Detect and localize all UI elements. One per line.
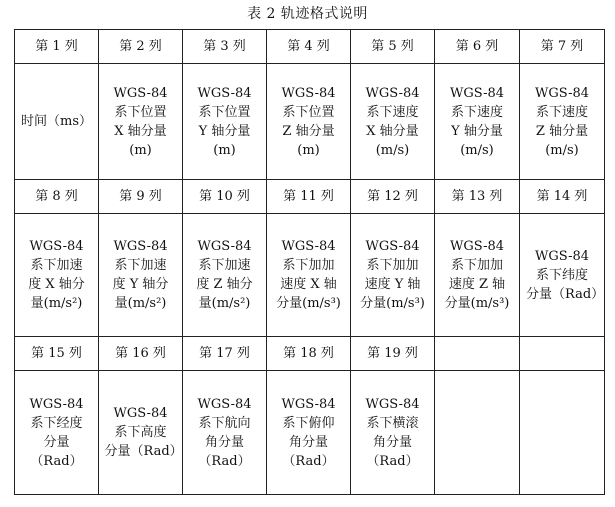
column-header-row: [15, 30, 605, 64]
column-description-text: WGS-84 系下位置 X 轴分量 (m): [113, 85, 168, 158]
column-number-cell: [99, 336, 183, 370]
column-number-label: 第 2 列: [119, 39, 162, 55]
column-number-cell: [267, 30, 351, 64]
column-number-cell: [183, 30, 267, 64]
column-description-text: WGS-84 系下加速 度 Z 轴分 量(m/s²): [196, 239, 253, 312]
column-description-text: WGS-84 系下航向 角分量 （Rad）: [197, 396, 252, 469]
column-description-text: WGS-84 系下速度 Z 轴分量 (m/s): [534, 85, 590, 158]
column-number-cell: [351, 179, 435, 213]
description-row: [15, 64, 605, 179]
column-description-text: WGS-84 系下高度 分量（Rad）: [104, 406, 183, 460]
column-description-cell: [15, 214, 99, 337]
column-description-text: WGS-84 系下加加 速度 X 轴 分量(m/s³): [276, 239, 341, 312]
column-description-cell: [267, 371, 351, 495]
column-description-text: WGS-84 系下经度 分量 （Rad）: [29, 396, 84, 469]
column-description-text: WGS-84 系下速度 Y 轴分量 (m/s): [449, 85, 505, 158]
column-description-cell: [267, 214, 351, 337]
column-description-text: WGS-84 系下横滚 角分量 （Rad）: [365, 396, 420, 469]
column-description-cell: [520, 214, 605, 337]
column-number-label: 第 17 列: [199, 346, 250, 362]
column-number-label: 第 13 列: [451, 189, 503, 205]
column-number-label: 第 15 列: [31, 346, 82, 362]
column-number-label: 第 4 列: [287, 39, 330, 55]
trajectory-format-table: [14, 29, 605, 495]
column-number-label: 第 10 列: [199, 189, 250, 205]
column-number-cell: [15, 30, 99, 64]
column-number-label: 第 18 列: [283, 346, 334, 362]
column-description-text: WGS-84 系下加加 速度 Z 轴 分量(m/s³): [444, 239, 510, 312]
column-number-label: 第 12 列: [367, 189, 418, 205]
column-number-cell: [435, 30, 520, 64]
column-description-cell: [183, 64, 267, 179]
column-description-cell: [15, 64, 99, 179]
column-description-cell: [99, 64, 183, 179]
column-description-text: WGS-84 系下俯仰 角分量 （Rad）: [281, 396, 336, 469]
column-number-label: 第 5 列: [371, 39, 414, 55]
column-number-cell: [99, 179, 183, 213]
column-number-cell: [15, 179, 99, 213]
column-description-cell: [183, 371, 267, 495]
column-description-text: WGS-84 系下位置 Y 轴分量 (m): [197, 85, 252, 158]
column-number-label: 第 7 列: [540, 39, 584, 55]
column-description-text: WGS-84 系下位置 Z 轴分量 (m): [281, 85, 336, 158]
column-number-label: 第 3 列: [203, 39, 246, 55]
column-header-row: [15, 179, 605, 213]
column-number-label: 第 8 列: [35, 189, 78, 205]
column-description-text: 时间（ms）: [21, 114, 92, 130]
column-description-cell: [267, 64, 351, 179]
column-description-cell: [520, 371, 605, 495]
column-number-cell: [15, 336, 99, 370]
column-number-cell: [267, 336, 351, 370]
column-description-cell: [351, 64, 435, 179]
column-description-cell: [435, 371, 520, 495]
column-number-label: 第 19 列: [367, 346, 418, 362]
column-number-cell: [520, 336, 605, 370]
column-description-cell: [15, 371, 99, 495]
description-row: [15, 371, 605, 495]
column-description-cell: [435, 214, 520, 337]
column-number-cell: [520, 179, 605, 213]
column-description-cell: [351, 371, 435, 495]
column-description-text: WGS-84 系下加加 速度 Y 轴 分量(m/s³): [360, 239, 425, 312]
column-description-cell: [435, 64, 520, 179]
column-number-cell: [351, 336, 435, 370]
column-header-row: [15, 336, 605, 370]
column-number-label: 第 9 列: [119, 189, 162, 205]
column-number-label: 第 16 列: [115, 346, 166, 362]
column-description-text: WGS-84 系下纬度 分量（Rad）: [526, 248, 605, 302]
table-caption: 表 2 轨迹格式说明: [247, 6, 368, 22]
column-number-cell: [435, 336, 520, 370]
table-body: [15, 30, 605, 495]
column-description-cell: [351, 214, 435, 337]
column-description-text: WGS-84 系下加速 度 X 轴分 量(m/s²): [28, 239, 85, 312]
column-number-label: 第 6 列: [455, 39, 499, 55]
column-number-cell: [435, 179, 520, 213]
column-description-cell: [520, 64, 605, 179]
column-number-cell: [99, 30, 183, 64]
description-row: [15, 214, 605, 337]
column-number-label: 第 14 列: [536, 189, 588, 205]
column-description-text: WGS-84 系下加速 度 Y 轴分 量(m/s²): [112, 239, 169, 312]
column-number-cell: [183, 179, 267, 213]
column-number-label: 第 1 列: [35, 39, 78, 55]
column-number-cell: [351, 30, 435, 64]
column-description-text: WGS-84 系下速度 X 轴分量 (m/s): [365, 85, 420, 158]
column-number-cell: [183, 336, 267, 370]
column-number-label: 第 11 列: [283, 189, 334, 205]
column-number-cell: [267, 179, 351, 213]
column-number-cell: [520, 30, 605, 64]
column-description-cell: [99, 214, 183, 337]
column-description-cell: [183, 214, 267, 337]
column-description-cell: [99, 371, 183, 495]
